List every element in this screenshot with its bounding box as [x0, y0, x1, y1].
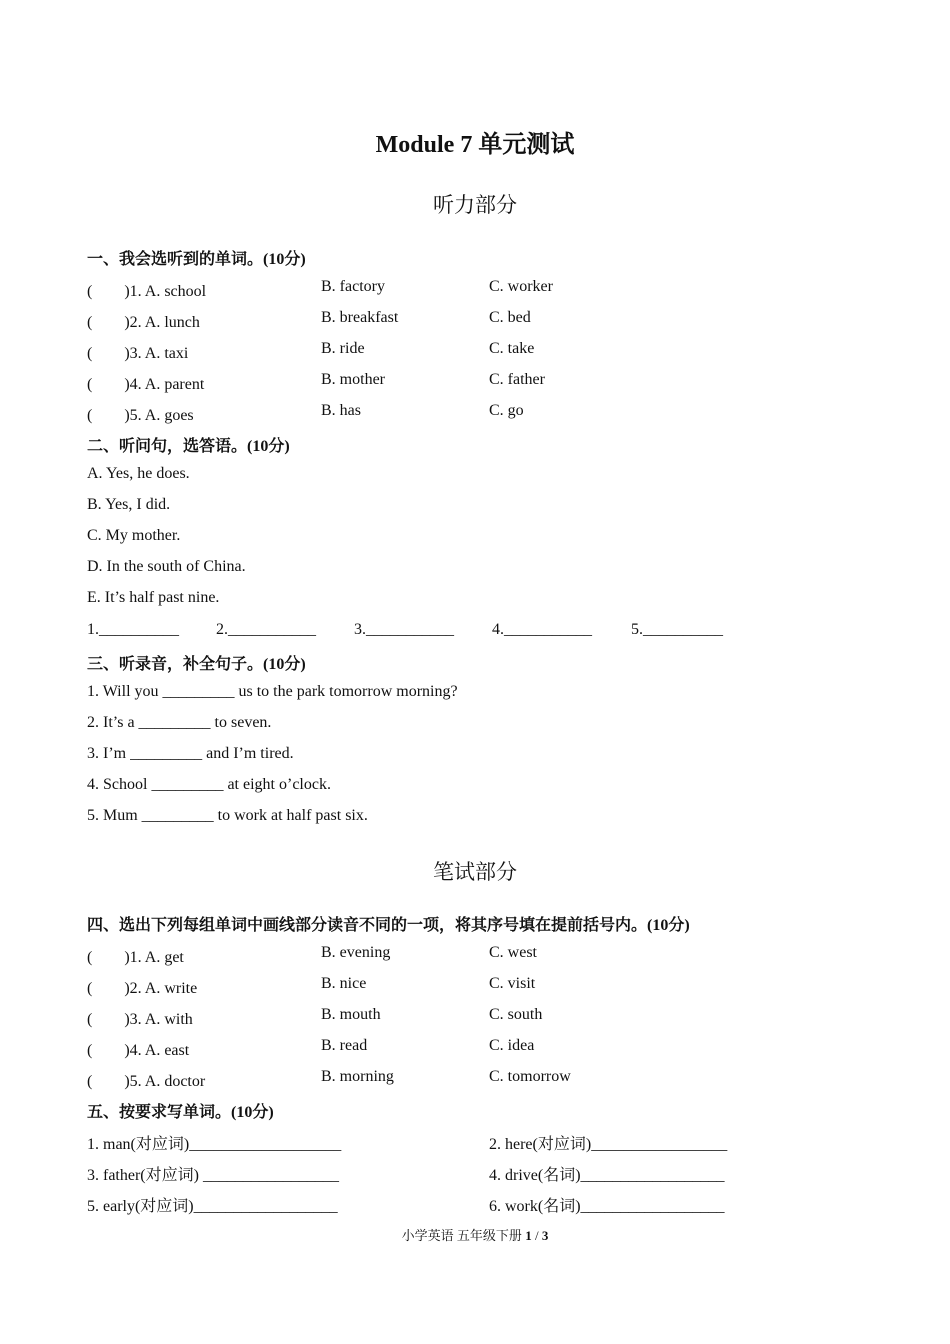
choice-row: ( )3. A. with: [87, 1011, 193, 1028]
fill-sentence: 2. It’s a _________ to seven.: [87, 714, 272, 731]
choice-c: C. idea: [489, 1037, 535, 1054]
answer-option: D. In the south of China.: [87, 558, 246, 575]
choice-row: ( )4. A. east: [87, 1042, 190, 1059]
choice-row: ( )1. A. get: [87, 949, 184, 966]
choice-row: ( )3. A. taxi: [87, 345, 189, 362]
choice-row: ( )4. A. parent: [87, 376, 205, 393]
choice-b: B. mother: [321, 371, 385, 388]
fill-sentence: 1. Will you _________ us to the park tomorrow morning?: [87, 683, 458, 700]
choice-c: C. bed: [489, 309, 531, 326]
answer-option: E. It’s half past nine.: [87, 589, 220, 606]
page-total: 3: [541, 1228, 549, 1243]
choice-row: ( )2. A. write: [87, 980, 198, 997]
choice-c: C. visit: [489, 975, 536, 992]
answer-blank[interactable]: 2.___________: [216, 621, 316, 638]
page-footer: [0, 1225, 950, 1244]
choice-b: B. evening: [321, 944, 391, 961]
choice-c: C. south: [489, 1006, 543, 1023]
section-heading-written: 笔试部分: [433, 860, 517, 884]
choice-row: ( )1. A. school: [87, 283, 207, 300]
word-item[interactable]: 2. here(对应词)_________________: [489, 1136, 728, 1153]
question-1-heading: 一、我会选听到的单词。(10分): [87, 251, 306, 268]
question-4-heading: 四、选出下列每组单词中画线部分读音不同的一项，将其序号填在提前括号内。(10分): [87, 917, 690, 934]
word-item[interactable]: 3. father(对应词) _________________: [87, 1167, 339, 1184]
choice-row: ( )5. A. doctor: [87, 1073, 206, 1090]
choice-b: B. read: [321, 1037, 368, 1054]
footer-text: 小学英语 五年级下册: [401, 1228, 526, 1243]
choice-b: B. has: [321, 402, 361, 419]
section-heading-listening: 听力部分: [433, 193, 517, 217]
word-item[interactable]: 5. early(对应词)__________________: [87, 1198, 338, 1215]
answer-blank[interactable]: 5.__________: [631, 621, 723, 638]
fill-sentence: 4. School _________ at eight o’clock.: [87, 776, 331, 793]
answer-blank[interactable]: 1.__________: [87, 621, 179, 638]
answer-blank[interactable]: 3.___________: [354, 621, 454, 638]
answer-option: C. My mother.: [87, 527, 181, 544]
choice-row: ( )2. A. lunch: [87, 314, 200, 331]
choice-c: C. west: [489, 944, 537, 961]
word-item[interactable]: 4. drive(名词)__________________: [489, 1167, 725, 1184]
answer-blank[interactable]: 4.___________: [492, 621, 592, 638]
choice-c: C. tomorrow: [489, 1068, 571, 1085]
choice-c: C. worker: [489, 278, 553, 295]
word-item[interactable]: 6. work(名词)__________________: [489, 1198, 725, 1215]
answer-option: B. Yes, I did.: [87, 496, 171, 513]
fill-sentence: 5. Mum _________ to work at half past six.: [87, 807, 368, 824]
choice-b: B. mouth: [321, 1006, 381, 1023]
choice-b: B. nice: [321, 975, 367, 992]
question-2-heading: 二、听问句，选答语。(10分): [87, 438, 290, 455]
choice-c: C. go: [489, 402, 524, 419]
choice-c: C. take: [489, 340, 535, 357]
choice-b: B. factory: [321, 278, 385, 295]
question-3-heading: 三、听录音，补全句子。(10分): [87, 656, 306, 673]
choice-b: B. ride: [321, 340, 365, 357]
answer-option: A. Yes, he does.: [87, 465, 190, 482]
page-separator: /: [531, 1228, 542, 1243]
page-number: 1: [525, 1228, 532, 1243]
choice-row: ( )5. A. goes: [87, 407, 194, 424]
choice-c: C. father: [489, 371, 545, 388]
question-5-heading: 五、按要求写单词。(10分): [87, 1104, 274, 1121]
choice-b: B. breakfast: [321, 309, 399, 326]
page-title: Module 7 单元测试: [375, 132, 575, 158]
choice-b: B. morning: [321, 1068, 394, 1085]
fill-sentence: 3. I’m _________ and I’m tired.: [87, 745, 294, 762]
word-item[interactable]: 1. man(对应词)___________________: [87, 1136, 342, 1153]
